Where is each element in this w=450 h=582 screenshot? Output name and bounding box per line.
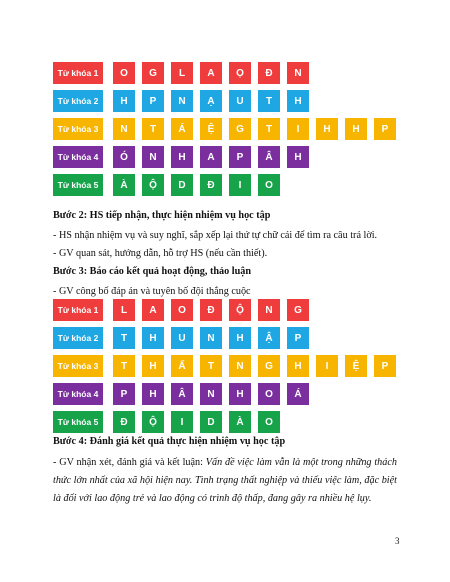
letter-tile: L: [113, 299, 135, 321]
letter-tile: O: [258, 411, 280, 433]
letter-tile: N: [200, 383, 222, 405]
letter-tile: P: [374, 118, 396, 140]
letter-tile: H: [142, 327, 164, 349]
letter-tile: P: [287, 327, 309, 349]
step2-section: [53, 208, 397, 300]
keyword-label: Từ khóa 2: [53, 327, 103, 349]
letter-tile: I: [229, 174, 251, 196]
letter-tile: Đ: [113, 411, 135, 433]
step2-line2: - GV quan sát, hướng dẫn, hỗ trợ HS (nếu cần thiết).: [53, 248, 268, 259]
letter-tile: N: [258, 299, 280, 321]
letter-tile: Đ: [258, 62, 280, 84]
letter-tile: H: [229, 327, 251, 349]
step2-line1: - HS nhận nhiệm vụ và suy nghĩ, sắp xếp lại thứ tự chữ cái để tìm ra câu trả lời.: [53, 230, 378, 241]
letter-tile: N: [229, 355, 251, 377]
letter-tile: U: [229, 90, 251, 112]
letter-tile: N: [113, 118, 135, 140]
letter-tile: L: [171, 62, 193, 84]
letter-tile: Ộ: [229, 299, 251, 321]
keyword-label: Từ khóa 1: [53, 299, 103, 321]
letter-tile: Đ: [200, 299, 222, 321]
letter-tile: P: [142, 90, 164, 112]
letter-tile: T: [142, 118, 164, 140]
letter-tile: Ậ: [258, 327, 280, 349]
letter-tile: H: [229, 383, 251, 405]
letter-tile: T: [258, 118, 280, 140]
letter-tile: G: [287, 299, 309, 321]
letter-tile: O: [113, 62, 135, 84]
letter-tile: O: [171, 299, 193, 321]
letter-tile: T: [113, 327, 135, 349]
step2-heading: Bước 2: HS tiếp nhận, thực hiện nhiệm vụ học tập: [53, 210, 271, 221]
letter-tile: Ó: [113, 146, 135, 168]
keyword-label: Từ khóa 1: [53, 62, 103, 84]
letter-tile: T: [200, 355, 222, 377]
letter-tile: U: [171, 327, 193, 349]
letter-tile: Đ: [200, 174, 222, 196]
letter-tile: H: [345, 118, 367, 140]
letter-tile: I: [171, 411, 193, 433]
letter-tile: H: [287, 146, 309, 168]
keyword-label: Từ khóa 3: [53, 355, 103, 377]
letter-tile: Á: [171, 118, 193, 140]
step4-conclusion-prefix: - GV nhận xét, đánh giá và kết luận:: [53, 457, 206, 468]
keyword-label: Từ khóa 2: [53, 90, 103, 112]
letter-tile: Ọ: [229, 62, 251, 84]
step3-line1: - GV công bố đáp án và tuyên bố đội thắng cuộc: [53, 286, 251, 297]
step4-heading: Bước 4: Đánh giá kết quả thực hiện nhiệm vụ học tập: [53, 436, 286, 447]
letter-tile: G: [258, 355, 280, 377]
letter-tile: P: [374, 355, 396, 377]
letter-tile: Ấ: [171, 355, 193, 377]
letter-tile: N: [171, 90, 193, 112]
letter-tile: O: [258, 383, 280, 405]
letter-tile: H: [113, 90, 135, 112]
page-number: 3: [395, 536, 400, 546]
letter-tile: N: [142, 146, 164, 168]
letter-tile: A: [200, 62, 222, 84]
letter-tile: G: [229, 118, 251, 140]
letter-tile: H: [171, 146, 193, 168]
letter-tile: N: [287, 62, 309, 84]
letter-tile: N: [200, 327, 222, 349]
letter-tile: P: [229, 146, 251, 168]
letter-tile: A: [200, 146, 222, 168]
letter-tile: À: [229, 411, 251, 433]
letter-tile: D: [171, 174, 193, 196]
letter-tile: T: [113, 355, 135, 377]
letter-tile: Ệ: [200, 118, 222, 140]
letter-tile: H: [142, 355, 164, 377]
letter-tile: H: [287, 355, 309, 377]
step4-conclusion-italic: Vấn đề việc làm vẫn là một trong những thách thức lớn nhất của xã hội hiện nay. Tình trạng thất nghiệp và thiếu việc làm, đặc biệt là đối với lao động trẻ và lao động có trình độ thấp, đang gây ra nhiều hệ lụy.: [53, 457, 397, 504]
letter-tile: Ộ: [142, 411, 164, 433]
step4-conclusion: [53, 454, 397, 508]
letter-tile: O: [258, 174, 280, 196]
letter-tile: H: [316, 118, 338, 140]
keyword-label: Từ khóa 3: [53, 118, 103, 140]
letter-tile: D: [200, 411, 222, 433]
letter-tile: Ộ: [142, 174, 164, 196]
letter-tile: I: [287, 118, 309, 140]
letter-tile: T: [258, 90, 280, 112]
letter-tile: Ạ: [200, 90, 222, 112]
step3-heading: Bước 3: Báo cáo kết quả hoạt động, thảo luận: [53, 266, 251, 277]
letter-tile: Â: [171, 383, 193, 405]
letter-tile: Â: [258, 146, 280, 168]
letter-tile: G: [142, 62, 164, 84]
letter-tile: Á: [287, 383, 309, 405]
letter-tile: A: [142, 299, 164, 321]
letter-tile: Ệ: [345, 355, 367, 377]
step4-section: [53, 434, 397, 508]
letter-tile: H: [142, 383, 164, 405]
letter-tile: À: [113, 174, 135, 196]
keyword-label: Từ khóa 5: [53, 411, 103, 433]
letter-tile: I: [316, 355, 338, 377]
keyword-label: Từ khóa 4: [53, 383, 103, 405]
letter-tile: P: [113, 383, 135, 405]
letter-tile: H: [287, 90, 309, 112]
keyword-label: Từ khóa 5: [53, 174, 103, 196]
keyword-label: Từ khóa 4: [53, 146, 103, 168]
